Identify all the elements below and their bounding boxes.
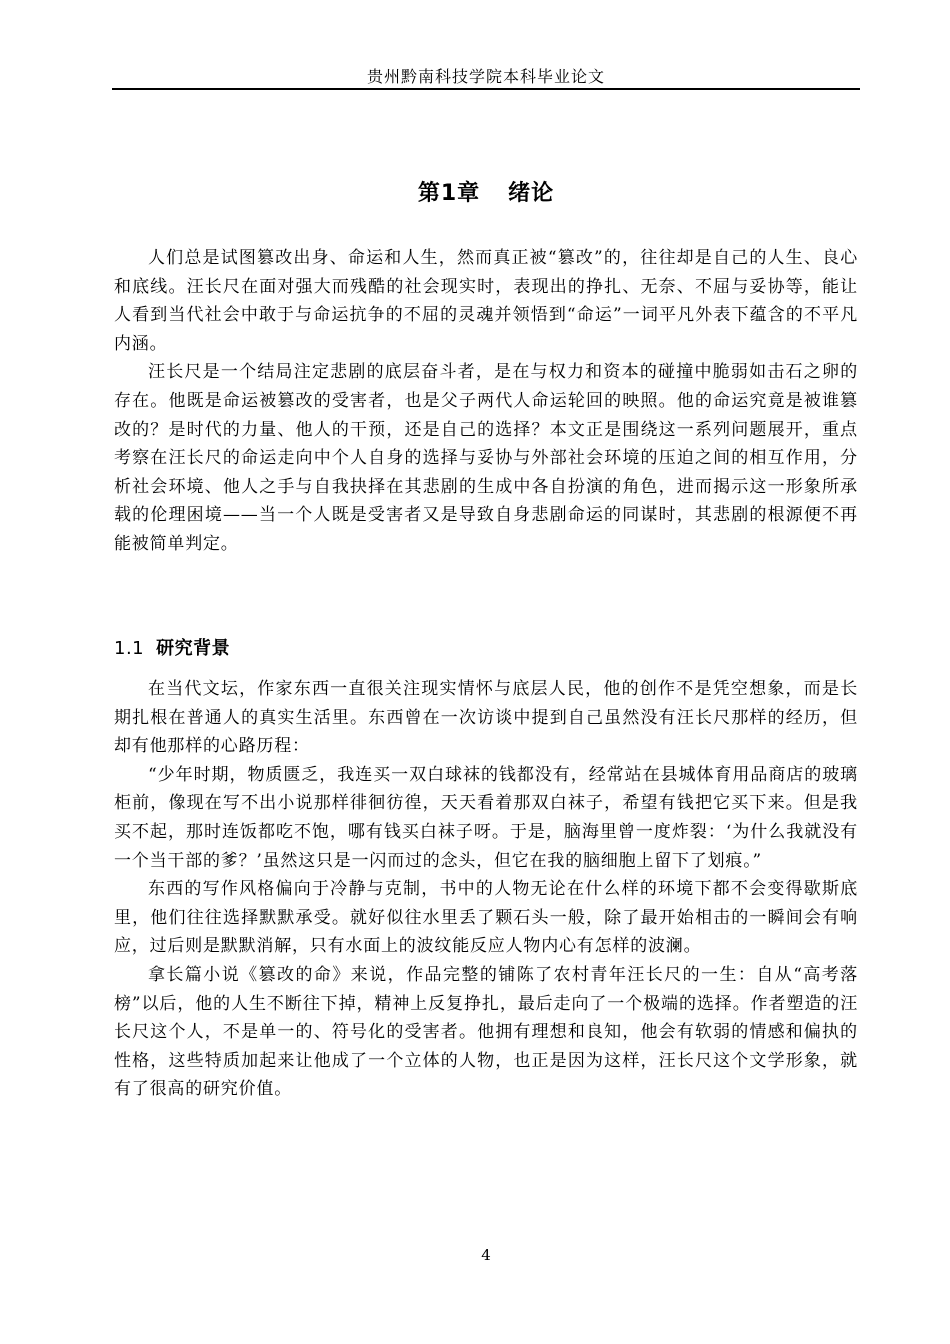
intro-paragraph: 汪长尺是一个结局注定悲剧的底层奋斗者，是在与权力和资本的碰撞中脆弱如击石之卵的存在。他既是命运被篡改的受害者，也是父子两代人命运轮回的映照。他的命运究竟是被谁篡改的？是时代的力量、他人的干预，还是自己的选择？本文正是围绕这一系列问题展开，重点考察在汪长尺的命运走向中个人自身的选择与妥协与外部社会环境的压迫之间的相互作用，分析社会环境、他人之手与自我抉择在其悲剧的生成中各自扮演的角色，进而揭示这一形象所承载的伦理困境——当一个人既是受害者又是导致自身悲剧命运的同谋时，其悲剧的根源便不再能被简单判定。	[114, 362, 858, 554]
section-paragraph: 拿长篇小说《篡改的命》来说，作品完整的铺陈了农村青年汪长尺的一生：自从“高考落榜”以后，他的人生不断往下掉，精神上反复挣扎，最后走向了一个极端的选择。作者塑造的汪长尺这个人，不是单一的、符号化的受害者。他拥有理想和良知，他会有软弱的情感和偏执的性格，这些特质加起来让他成了一个立体的人物，也正是因为这样，汪长尺这个文学形象，就有了很高的研究价值。	[114, 964, 858, 1100]
running-header: 贵州黔南科技学院本科毕业论文	[366, 67, 605, 86]
section-paragraph: 在当代文坛，作家东西一直很关注现实情怀与底层人民，他的创作不是凭空想象，而是长期扎根在普通人的真实生活里。东西曾在一次访谈中提到自己虽然没有汪长尺那样的经历，但却有他那样的心路历程：	[114, 679, 858, 757]
section-heading	[114, 634, 230, 660]
section-text-block	[114, 675, 858, 1104]
section-number: 1.1	[114, 638, 145, 659]
section-paragraph: 东西的写作风格偏向于冷静与克制，书中的人物无论在什么样的环境下都不会变得歇斯底里，他们往往选择默默承受。就好似往水里丢了颗石头一般，除了最开始相击的一瞬间会有响应，过后则是默默消解，只有水面上的波纹能反应人物内心有怎样的波澜。	[114, 879, 858, 957]
section-name: 研究背景	[156, 638, 231, 659]
quote-paragraph: “少年时期，物质匮乏，我连买一双白球袜的钱都没有，经常站在县城体育用品商店的玻璃柜前，像现在写不出小说那样徘徊彷徨，天天看着那双白袜子，希望有钱把它买下来。但是我买不起，那时连饭都吃不饱，哪有钱买白袜子呀。于是，脑海里曾一度炸裂：‘为什么我就没有一个当干部的爹？’虽然这只是一闪而过的念头，但它在我的脑细胞上留下了划痕。”	[114, 764, 858, 871]
chapter-title	[112, 176, 860, 207]
intro-paragraph: 人们总是试图篡改出身、命运和人生，然而真正被“篡改”的，往往却是自己的人生、良心和底线。汪长尺在面对强大而残酷的社会现实时，表现出的挣扎、无奈、不屈与妥协等，能让人看到当代社会中敢于与命运抗争的不屈的灵魂并领悟到“命运”一词平凡外表下蕴含的不平凡内涵。	[114, 248, 858, 354]
chapter-name: 绪论	[508, 181, 555, 206]
intro-text-block	[114, 244, 858, 559]
page-number: 4	[481, 1246, 491, 1264]
header-divider	[112, 88, 860, 90]
chapter-number: 第1章	[417, 181, 481, 206]
